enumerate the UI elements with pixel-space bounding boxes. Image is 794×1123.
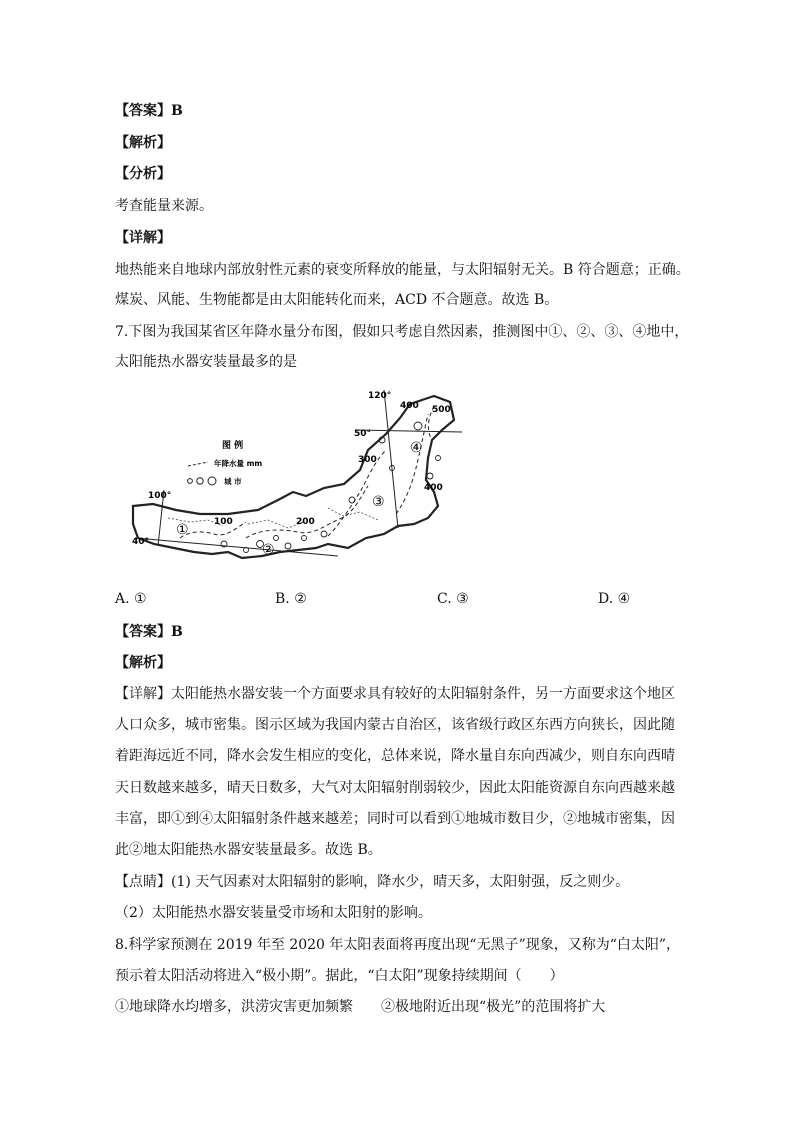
q7-option-c: C. ③ (437, 591, 469, 607)
city-marker (274, 536, 279, 541)
label-iso-400-south: 400 (424, 483, 443, 493)
label-iso-400-north: 400 (400, 401, 419, 411)
q7-detail-line-5: 丰富，即①到④太阳辐射条件越来越差；同时可以看到①地城市数目少，②地城市密集，因 (115, 811, 675, 827)
label-lat-40: 40° (132, 537, 150, 547)
q7-analysis-heading: 【解析】 (115, 655, 171, 671)
label-lon-120: 120° (368, 391, 392, 401)
legend-city-symbol (208, 477, 216, 485)
city-marker (414, 422, 422, 430)
meridian-120 (384, 390, 398, 528)
city-marker (321, 531, 327, 537)
isohyet-100 (180, 522, 246, 538)
label-lon-100: 100° (148, 491, 172, 501)
label-iso-500: 500 (432, 405, 451, 415)
q7-option-b: B. ② (275, 591, 307, 607)
city-marker (436, 456, 441, 461)
legend-isohyet-label: 年降水量 mm (214, 459, 263, 468)
label-iso-200: 200 (296, 517, 315, 527)
legend-city-symbol (197, 478, 203, 484)
legend-title: 图 例 (222, 441, 244, 451)
label-iso-300: 300 (358, 455, 377, 465)
region-marker-1: ① (176, 522, 189, 538)
region-marker-2: ② (262, 542, 275, 558)
legend-city-label: 城 市 (224, 477, 242, 486)
region-marker-4: ④ (410, 440, 423, 456)
q7-option-d: D. ④ (598, 591, 631, 607)
city-marker (285, 543, 291, 549)
q8-stem-line-1: 8.科学家预测在 2019 年至 2020 年太阳表面将再度出现“无黑子”现象，又称为“白太阳”， (115, 937, 681, 953)
q7-tip-line-2: （2）太阳能热水器安装量受市场和太阳射的影响。 (115, 905, 432, 921)
city-marker (427, 473, 433, 479)
q7-detail-line-1: 【详解】太阳能热水器安装一个方面要求具有较好的太阳辐射条件，另一方面要求这个地区 (115, 686, 675, 702)
legend-city-symbol (188, 479, 193, 484)
q7-stem-line-1: 7.下图为我国某省区年降水量分布图，假如只考虑自然因素，推测图中①、②、③、④地中， (115, 324, 689, 340)
q7-option-a: A. ① (115, 591, 147, 607)
q7-detail-line-4: 天日数越来越多，晴天日数多，大气对太阳辐射削弱较少，因此太阳能资源自东向西越来越 (115, 780, 675, 796)
q6-detail-line-2: 煤炭、风能、生物能都是由太阳能转化而来，ACD 不合题意。故选 B。 (115, 292, 559, 308)
region-boundary (168, 508, 378, 528)
q6-detail-line-1: 地热能来自地球内部放射性元素的衰变所释放的能量，与太阳辐射无关。B 符合题意；正确。 (115, 262, 690, 278)
q7-tip-line-1: 【点睛】(1) 天气因素对太阳辐射的影响，降水少，晴天多，太阳射强，反之则少。 (115, 874, 630, 890)
q8-choices-line: ①地球降水均增多，洪涝灾害更加频繁 ②极地附近出现“极光”的范围将扩大 (115, 999, 606, 1015)
city-marker (302, 536, 307, 541)
q6-fenxi-heading: 【分析】 (115, 166, 171, 182)
region-marker-3: ③ (372, 494, 385, 510)
label-iso-100: 100 (214, 517, 233, 527)
q7-answer: 【答案】B (115, 624, 183, 640)
q6-detail-heading: 【详解】 (115, 230, 171, 246)
q7-detail-line-2: 人口众多，城市密集。图示区域为我国内蒙古自治区，该省级行政区东西方向狭长，因此随 (115, 717, 675, 733)
isohyet-200 (246, 486, 368, 538)
isohyet-400 (396, 414, 428, 514)
q7-detail-line-3: 着距海远近不同，降水会发生相应的变化，总体来说，降水量自东向西减少，则自东向西晴 (115, 748, 675, 764)
q7-stem-line-2: 太阳能热水器安装量最多的是 (115, 354, 297, 370)
city-marker (349, 497, 355, 503)
parallel-50 (356, 430, 462, 432)
precipitation-map (128, 388, 468, 588)
legend-isohyet-sample (188, 462, 208, 466)
q7-detail-line-6: 此②地太阳能热水器安装量最多。故选 B。 (115, 842, 382, 858)
label-lat-50: 50° (354, 429, 372, 439)
q6-answer: 【答案】B (115, 103, 183, 119)
q6-analysis-heading: 【解析】 (115, 135, 171, 151)
isohyet-300 (328, 450, 386, 536)
q8-stem-line-2: 预示着太阳活动将进入“极小期”。据此，“白太阳”现象持续期间（ ） (115, 968, 564, 984)
q6-fenxi-text: 考查能量来源。 (115, 198, 213, 214)
